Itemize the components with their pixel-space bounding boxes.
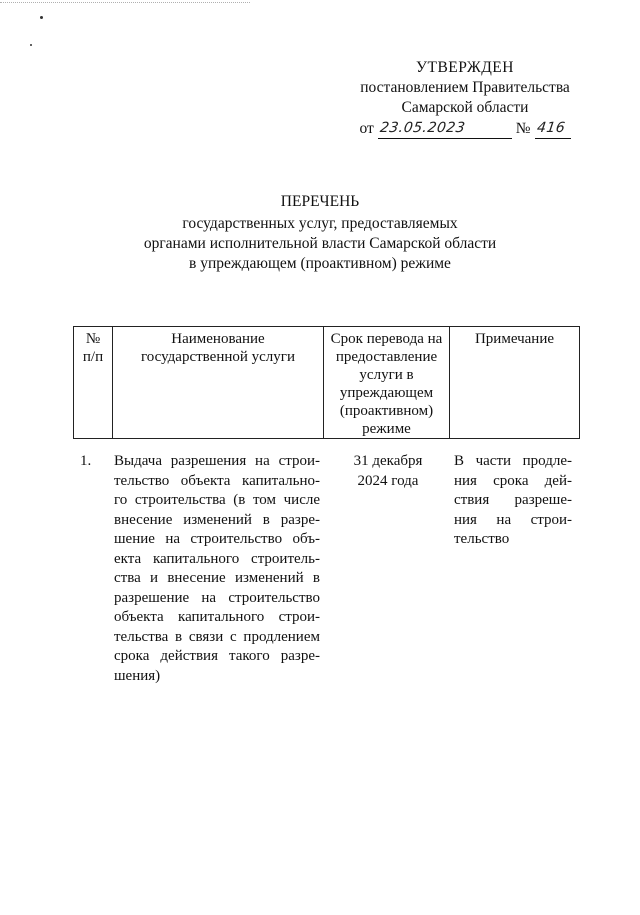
title-heading: ПЕРЕЧЕНЬ: [280, 193, 360, 210]
date-field: [378, 118, 512, 139]
service-name-line: тельство объекта капитально-: [114, 472, 320, 489]
note-line: тельство: [454, 531, 510, 547]
title-line: в упреждающем (проактивном) режиме: [189, 255, 451, 272]
service-name-line: шение на строительство объ-: [114, 531, 320, 547]
service-name-line: Выдача разрешения на строи-: [114, 453, 320, 469]
service-name-line: срока действия такого разре-: [114, 648, 320, 664]
note-line: ния срока дей-: [454, 472, 572, 489]
header-text: режиме: [362, 421, 411, 437]
handwritten-date: 23.05.2023: [378, 120, 467, 136]
service-name-line: объекта капитального строи-: [114, 609, 320, 625]
note-line: ния на строи-: [454, 511, 572, 528]
approval-date-row: [330, 118, 600, 139]
scan-speck: [40, 16, 43, 19]
header-cell-name: [113, 327, 324, 439]
service-name-line: екта капитального строитель-: [114, 550, 320, 567]
approval-block: [330, 58, 600, 139]
header-text: Срок перевода на: [330, 331, 443, 347]
service-name-line: внесение изменений в разре-: [114, 511, 320, 528]
header-text: (проактивном): [339, 403, 434, 419]
number-prefix: №: [515, 120, 531, 137]
title-line: государственных услуг, предоставляемых: [182, 215, 458, 232]
header-text: №: [85, 331, 101, 347]
scan-speck: [30, 44, 32, 46]
date-prefix: от: [359, 120, 374, 137]
header-text: упреждающем: [339, 385, 434, 401]
header-cell-number: [74, 327, 113, 439]
service-name-line: ства и внесение изменений в: [114, 570, 320, 586]
approval-line-1: постановлением Правительства: [360, 79, 570, 96]
header-text: п/п: [82, 349, 104, 365]
header-cell-deadline: [324, 327, 450, 439]
note-line: В части продле-: [454, 453, 572, 469]
approval-heading: УТВЕРЖДЕН: [416, 59, 514, 76]
row-number: 1.: [80, 453, 92, 469]
handwritten-number: 416: [535, 120, 566, 136]
header-text: Примечание: [474, 331, 555, 347]
header-cell-note: [450, 327, 580, 439]
title-line: органами исполнительной власти Самарской области: [143, 235, 497, 252]
number-field: [535, 118, 571, 139]
services-table-header: [73, 326, 580, 439]
row-note: [454, 452, 572, 550]
deadline-line: 31 декабря: [353, 453, 423, 469]
header-text: услуги в: [359, 367, 414, 383]
service-name-line: го строительства (в том числе: [114, 492, 320, 508]
header-text: предоставление: [335, 349, 438, 365]
note-line: ствия разреше-: [454, 492, 572, 508]
service-name-line: шения): [114, 667, 161, 684]
row-service-name: [114, 452, 320, 686]
header-text: Наименование: [171, 331, 265, 347]
approval-line-2: Самарской области: [401, 99, 529, 116]
deadline-line: 2024 года: [357, 472, 419, 489]
document-title: [0, 192, 640, 274]
scan-edge-line: [0, 2, 250, 3]
row-deadline: [342, 452, 434, 491]
header-text: государственной услуги: [141, 349, 295, 365]
service-name-line: тельства в связи с продлением: [114, 628, 320, 645]
service-name-line: разрешение на строительство: [114, 589, 320, 606]
